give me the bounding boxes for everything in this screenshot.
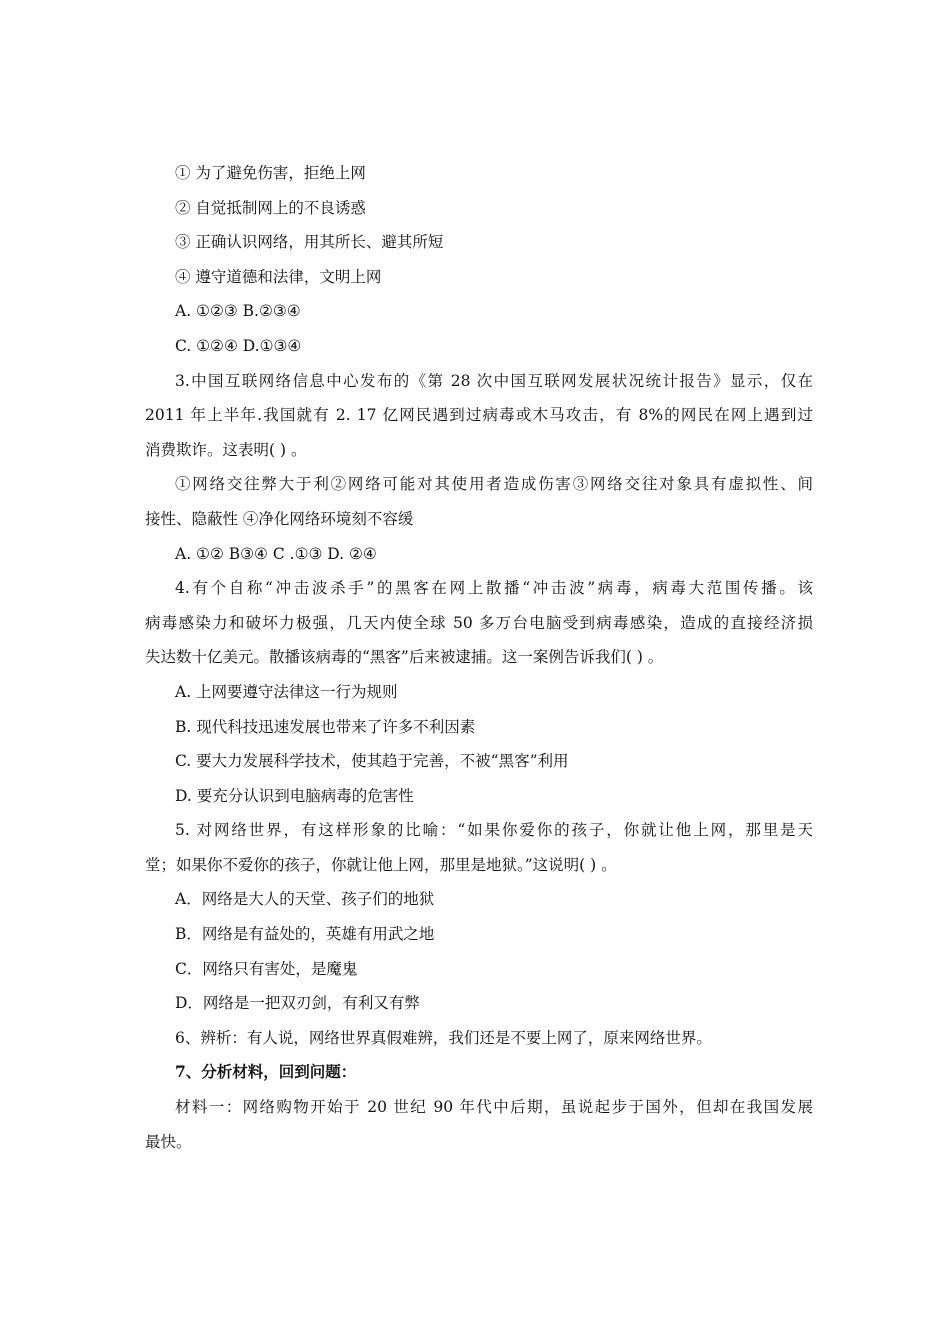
question-5-text-line-1: 5. 对网络世界，有这样形象的比喻：“如果你爱你的孩子，你就让他上网，那里是天 (175, 821, 813, 840)
document-body (145, 156, 813, 1159)
question-5-choice-d: D．网络是一把双刃剑，有利又有弊 (175, 994, 420, 1013)
question-4-choice-a: A. 上网要遵守法律这一行为规则 (175, 682, 398, 701)
question-3-statements-line-2: 接性、隐蔽性 ④净化网络环境刻不容缓 (145, 509, 414, 528)
question-6-text: 6、辨析：有人说，网络世界真假难辨，我们还是不要上网了，原来网络世界。 (175, 1028, 712, 1047)
question-5-choice-c: C．网络只有害处，是魔鬼 (175, 959, 358, 978)
option-statement-4: ④ 遵守道德和法律，文明上网 (175, 267, 382, 286)
material-1-line-2: 最快。 (145, 1132, 192, 1151)
option-statement-2: ② 自觉抵制网上的不良诱惑 (175, 198, 366, 217)
question-5-text-line-2: 堂；如果你不爱你的孩子，你就让他上网，那里是地狱。”这说明( ) 。 (145, 855, 617, 874)
question-3-text-line-1: 3.中国互联网络信息中心发布的《第 28 次中国互联网发展状况统计报告》显示，仅在 (175, 371, 813, 390)
material-1-line-1: 材料一：网络购物开始于 20 世纪 90 年代中后期，虽说起步于国外，但却在我国发展 (175, 1098, 813, 1117)
question-4-text-line-3: 失达数十亿美元。散播该病毒的“黑客”后来被逮捕。这一案例告诉我们( ) 。 (145, 648, 664, 667)
answer-choices-ab: A. ①②③ B.②③④ (175, 302, 301, 321)
question-3-text-line-3: 消费欺诈。这表明( ) 。 (145, 440, 307, 459)
question-5-choice-a: A．网络是大人的天堂、孩子们的地狱 (175, 890, 435, 909)
option-statement-1: ① 为了避免伤害，拒绝上网 (175, 164, 366, 182)
question-7-heading: 7、分析材料，回到问题： (175, 1062, 357, 1082)
option-statement-3: ③ 正确认识网络，用其所长、避其所短 (175, 233, 444, 252)
answer-choices-cd: C. ①②④ D.①③④ (175, 336, 302, 355)
question-3-statements-line-1: ①网络交往弊大于利②网络可能对其使用者造成伤害③网络交往对象具有虚拟性、间 (175, 475, 813, 494)
question-4-choice-c: C. 要大力发展科学技术，使其趋于完善，不被“黑客”利用 (175, 752, 569, 771)
question-4-choice-d: D. 要充分认识到电脑病毒的危害性 (175, 786, 414, 805)
question-4-text-line-1: 4.有个自称“冲击波杀手”的黑客在网上散播“冲击波”病毒，病毒大范围传播。该 (175, 579, 813, 598)
question-3-choices: A. ①② B③④ C .①③ D. ②④ (175, 544, 377, 563)
question-4-text-line-2: 病毒感染力和破坏力极强，几天内使全球 50 多万台电脑受到病毒感染，造成的直接经济损 (145, 613, 813, 632)
question-3-text-line-2: 2011 年上半年.我国就有 2. 17 亿网民遇到过病毒或木马攻击，有 8%的网民在网上遇到过 (145, 406, 813, 425)
question-5-choice-b: B．网络是有益处的，英雄有用武之地 (175, 925, 435, 944)
question-4-choice-b: B. 现代科技迅速发展也带来了许多不利因素 (175, 717, 476, 736)
